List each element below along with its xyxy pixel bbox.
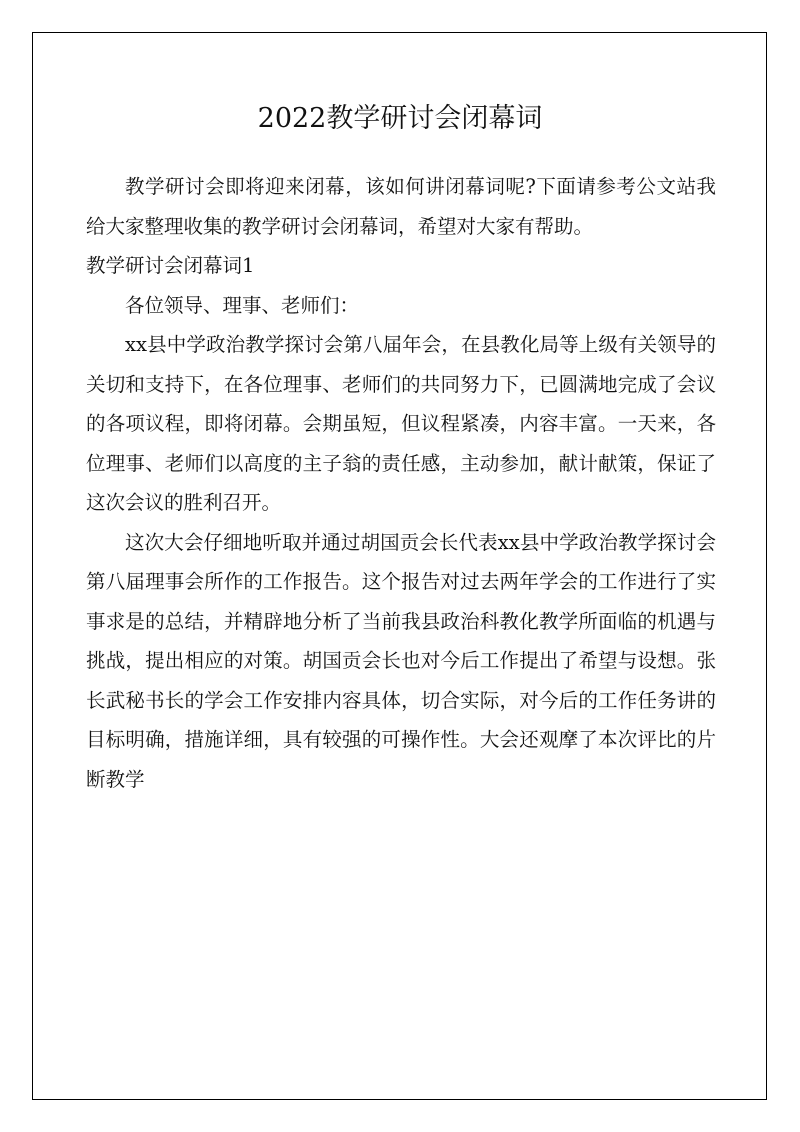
document-body [86, 167, 716, 799]
paragraph-report: 这次大会仔细地听取并通过胡国贡会长代表xx县中学政治教学探讨会第八届理事会所作的工作报告。这个报告对过去两年学会的工作进行了实事求是的总结，并精辟地分析了当前我县政治科教化教学所面临的机遇与挑战，提出相应的对策。胡国贡会长也对今后工作提出了希望与设想。张长武秘书长的学会工作安排内容具体，切合实际，对今后的工作任务讲的目标明确，措施详细，具有较强的可操作性。大会还观摩了本次评比的片断教学 [86, 530, 716, 791]
paragraph-salutation: 各位领导、理事、老师们： [125, 293, 360, 317]
paragraph-intro: 教学研讨会即将迎来闭幕，该如何讲闭幕词呢?下面请参考公文站我给大家整理收集的教学研讨会闭幕词，希望对大家有帮助。 [86, 175, 716, 238]
paragraph-opening: xx县中学政治教学探讨会第八届年会，在县教化局等上级有关领导的关切和支持下，在各位理事、老师们的共同努力下，已圆满地完成了会议的各项议程，即将闭幕。会期虽短，但议程紧凑，内容丰富。一天来，各位理事、老师们以高度的主子翁的责任感，主动参加，献计献策，保证了这次会议的胜利召开。 [86, 333, 716, 514]
section-heading: 教学研讨会闭幕词1 [86, 254, 255, 277]
document-title: 2022教学研讨会闭幕词 [257, 103, 543, 134]
